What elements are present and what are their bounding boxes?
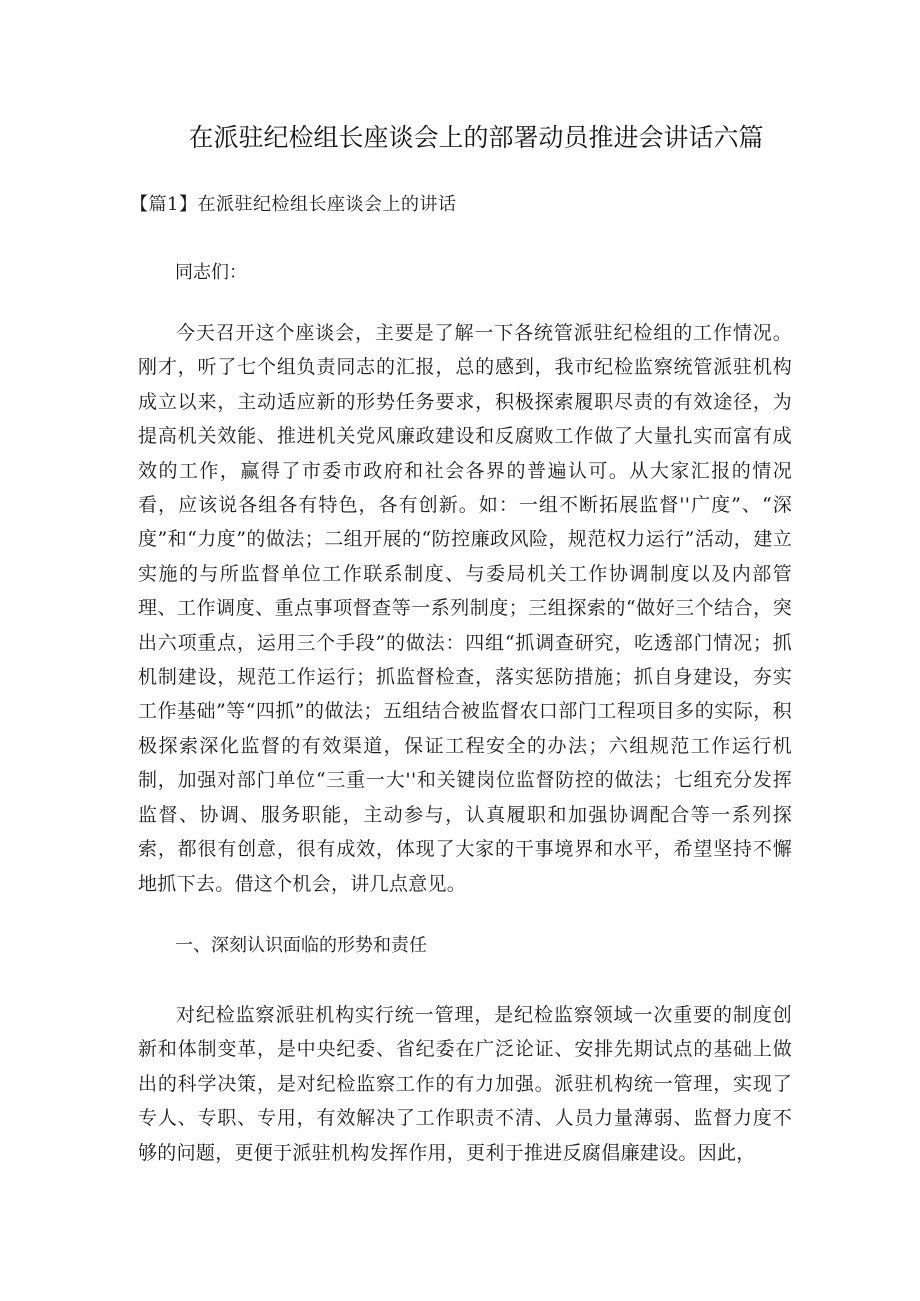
salutation: 同志们：: [175, 262, 247, 283]
document-title: 在派驻纪检组长座谈会上的部署动员推进会讲话六篇: [188, 123, 764, 152]
article-heading: 【篇1】在派驻纪检组长座谈会上的讲话: [130, 194, 457, 215]
paragraph-intro: 今天召开这个座谈会，主要是了解一下各统管派驻纪检组的工作情况。刚才，听了七个组负责同志的汇报，总的感到，我市纪检监察统管派驻机构成立以来，主动适应新的形势任务要求，积极探索履职尽责的有效途径，为提高机关效能、推进机关党风廉政建设和反腐败工作做了大量扎实而富有成效的工作，赢得了市委市政府和社会各界的普遍认可。从大家汇报的情况看，应该说各组各有特色，各有创新。如：一组不断拓展监督''广度”、“深度”和“力度”的做法；二组开展的“防控廉政风险，规范权力运行”活动，建立实施的与所监督单位工作联系制度、与委局机关工作协调制度以及内部管理、工作调度、重点事项督查等一系列制度；三组探索的“做好三个结合，突出六项重点，运用三个手段”的做法：四组“抓调查研究，吃透部门情况；抓机制建设，规范工作运行；抓监督检查，落实惩防措施；抓自身建设，夯实工作基础”等“四抓”的做法；五组结合被监督农口部门工程项目多的实际，积极探索深化监督的有效渠道，保证工程安全的办法；六组规范工作运行机制，加强对部门单位“三重一大''和关键岗位监督防控的做法；七组充分发挥监督、协调、服务职能，主动参与，认真履职和加强协调配合等一系列探索，都很有创意，很有成效，体现了大家的干事境界和水平，希望坚持不懈地抓下去。借这个机会，讲几点意见。: [138, 322, 792, 895]
paragraph-section-1: 对纪检监察派驻机构实行统一管理，是纪检监察领域一次重要的制度创新和体制变革，是中央纪委、省纪委在广泛论证、安排先期试点的基础上做出的科学决策，是对纪检监察工作的有力加强。派驻机构统一管理，实现了专人、专职、专用，有效解决了工作职责不清、人员力量薄弱、监督力度不够的问题，更便于派驻机构发挥作用，更利于推进反腐倡廉建设。因此，: [138, 1004, 792, 1164]
section-heading-1: 一、深刻认识面临的形势和责任: [175, 935, 427, 956]
